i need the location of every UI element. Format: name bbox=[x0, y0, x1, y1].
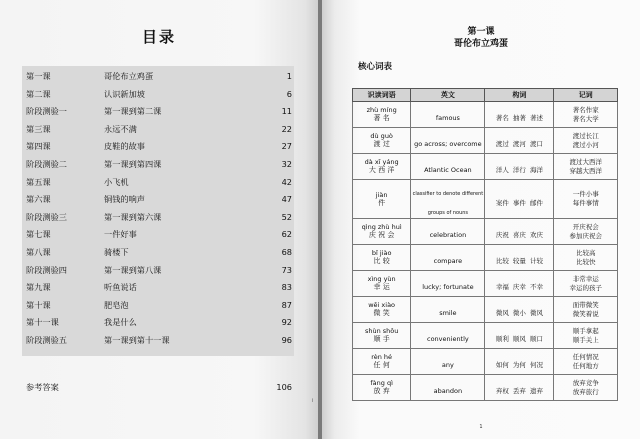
cell-word-formation bbox=[485, 102, 554, 128]
toc-title: 目录 bbox=[141, 28, 176, 46]
hanzi-text: 放 弃 bbox=[373, 387, 390, 395]
col-header-reading: 识读词语 bbox=[353, 89, 411, 102]
cell-memorize bbox=[554, 271, 618, 297]
toc-row-page: 87 bbox=[281, 299, 292, 310]
pinyin-text: dù guò bbox=[370, 132, 393, 140]
lesson-title: 哥伦布立鸡蛋 bbox=[453, 39, 508, 49]
memorize-phrase: 每件事情 bbox=[572, 199, 599, 207]
hanzi-text: 渡 过 bbox=[373, 140, 390, 148]
cell-word-formation bbox=[485, 323, 554, 349]
toc-row-page: 52 bbox=[281, 211, 292, 222]
hanzi-text: 比 较 bbox=[373, 257, 390, 265]
word-formation-text: 幸福 庆幸 不幸 bbox=[495, 283, 543, 291]
word-formation-text: 如何 为何 何况 bbox=[495, 361, 543, 369]
cell-english bbox=[411, 245, 485, 271]
english-text: classifier to denote different groups of nouns bbox=[412, 191, 484, 216]
hanzi-text: 微 笑 bbox=[373, 309, 390, 317]
cell-memorize bbox=[554, 349, 618, 375]
cell-memorize bbox=[554, 323, 618, 349]
english-text: compare bbox=[433, 257, 463, 265]
memorize-phrase: 渡过长江 bbox=[572, 131, 599, 140]
memorize-phrase: 著名作家 bbox=[572, 105, 599, 114]
toc-row-label: 第六课 bbox=[26, 194, 51, 205]
toc-row-title: 第一课到第八课 bbox=[104, 264, 162, 275]
hanzi-text: 大 西 洋 bbox=[368, 166, 395, 174]
memorize-phrase: 渡过大西洋 bbox=[569, 157, 602, 166]
cell-english bbox=[411, 323, 485, 349]
cell-reading bbox=[353, 219, 411, 245]
cell-reading bbox=[353, 128, 411, 154]
toc-row-page: 11 bbox=[281, 106, 292, 117]
toc-row-label: 阶段测验二 bbox=[26, 159, 67, 169]
cell-word-formation bbox=[485, 297, 554, 323]
toc-row-title: 听鱼说话 bbox=[104, 282, 137, 293]
pinyin-text: wēi xiào bbox=[368, 301, 396, 309]
memorize-phrase: 比较快 bbox=[575, 257, 596, 266]
toc-row[interactable] bbox=[22, 333, 294, 347]
word-formation-text: 庆祝 喜庆 欢庆 bbox=[495, 231, 543, 239]
cell-word-formation bbox=[485, 245, 554, 271]
cell-reading bbox=[353, 375, 411, 401]
toc-row[interactable] bbox=[22, 139, 294, 153]
memorize-phrase: 放弃旅行 bbox=[572, 387, 599, 396]
vocab-row bbox=[353, 323, 618, 349]
memorize-phrase: 面带微笑 bbox=[572, 300, 599, 309]
lesson-number: 第一课 bbox=[467, 27, 495, 37]
pinyin-text: dà xī yáng bbox=[364, 158, 399, 166]
word-formation-text: 微风 微小 微风 bbox=[495, 309, 543, 317]
hanzi-text: 顺 手 bbox=[373, 335, 390, 343]
memorize-phrase: 任何情况 bbox=[572, 352, 599, 361]
cell-word-formation bbox=[485, 375, 554, 401]
word-formation-text: 顺利 顺风 顺口 bbox=[495, 335, 543, 343]
toc-row-label: 第八课 bbox=[26, 247, 51, 257]
cell-english bbox=[411, 154, 485, 180]
word-formation-text: 比较 较量 计较 bbox=[495, 257, 543, 265]
toc-row-title: 骑楼下 bbox=[104, 247, 129, 257]
cell-reading bbox=[353, 297, 411, 323]
memorize-phrase: 开庆祝会 bbox=[572, 222, 599, 231]
cell-word-formation bbox=[485, 219, 554, 245]
vocab-row bbox=[353, 245, 618, 271]
vocab-row bbox=[353, 128, 618, 154]
cell-english bbox=[411, 180, 485, 219]
toc-row-title: 永远不满 bbox=[104, 123, 137, 134]
cell-word-formation bbox=[485, 271, 554, 297]
hanzi-text: 庆 祝 会 bbox=[368, 231, 395, 239]
pinyin-text: jiàn bbox=[375, 190, 388, 199]
toc-row-page: 62 bbox=[281, 229, 292, 240]
toc-answers-label: 参考答案 bbox=[26, 382, 59, 392]
toc-row[interactable] bbox=[22, 87, 294, 101]
toc-row[interactable] bbox=[22, 227, 294, 241]
english-text: celebration bbox=[429, 231, 467, 239]
toc-row-title: 小飞机 bbox=[104, 176, 129, 187]
toc-row[interactable] bbox=[22, 263, 294, 277]
word-formation-text: 洋人 洋行 海洋 bbox=[495, 166, 543, 174]
word-formation-text: 著名 抽著 著述 bbox=[495, 114, 543, 122]
toc-row-title: 第一课到第二课 bbox=[104, 106, 162, 117]
toc-answers-page: 106 bbox=[276, 382, 292, 392]
toc-row-page: 92 bbox=[281, 317, 292, 328]
toc-row-page: 32 bbox=[281, 159, 292, 169]
cell-memorize bbox=[554, 219, 618, 245]
vocab-row bbox=[353, 102, 618, 128]
hanzi-text: 著 名 bbox=[373, 114, 390, 122]
col-header-memorize: 记词 bbox=[554, 89, 618, 102]
toc-row[interactable] bbox=[22, 280, 294, 294]
toc-row[interactable] bbox=[22, 315, 294, 329]
toc-row-page: 6 bbox=[286, 88, 292, 99]
cell-word-formation bbox=[485, 154, 554, 180]
toc-row-label: 第十一课 bbox=[26, 317, 59, 328]
toc-row-label: 第一课 bbox=[26, 71, 51, 81]
col-header-english: 英文 bbox=[411, 89, 485, 102]
vocab-table bbox=[352, 88, 618, 401]
toc-row[interactable] bbox=[22, 245, 294, 259]
toc-row[interactable] bbox=[22, 122, 294, 136]
toc-row[interactable] bbox=[22, 298, 294, 312]
english-text: smile bbox=[439, 309, 457, 317]
toc-row-label: 第四课 bbox=[26, 141, 51, 152]
toc-row-label: 第十课 bbox=[26, 299, 51, 310]
toc-row-title: 认识新加坡 bbox=[104, 88, 145, 99]
pinyin-text: fàng qì bbox=[370, 379, 393, 387]
cell-reading bbox=[353, 271, 411, 297]
cell-reading bbox=[353, 102, 411, 128]
cell-english bbox=[411, 349, 485, 375]
cell-memorize bbox=[554, 180, 618, 219]
pinyin-text: zhù míng bbox=[366, 106, 397, 114]
cell-reading bbox=[353, 180, 411, 219]
memorize-phrase: 放弃竞争 bbox=[572, 378, 599, 387]
word-formation-text: 案件 事件 邮件 bbox=[495, 198, 543, 207]
toc-row-label: 第三课 bbox=[26, 123, 51, 134]
toc-row-page: 83 bbox=[281, 282, 292, 293]
toc-row[interactable] bbox=[22, 104, 294, 118]
cell-word-formation bbox=[485, 180, 554, 219]
vocab-row bbox=[353, 375, 618, 401]
cell-reading bbox=[353, 349, 411, 375]
cell-english bbox=[411, 219, 485, 245]
hanzi-text: 幸 运 bbox=[373, 283, 390, 291]
pinyin-text: qìng zhù huì bbox=[361, 223, 402, 231]
toc-row[interactable] bbox=[22, 210, 294, 224]
vocab-row bbox=[353, 271, 618, 297]
toc-row-title: 第一课到第四课 bbox=[104, 159, 162, 169]
memorize-phrase: 非常幸运 bbox=[572, 274, 599, 283]
toc-row-title: 皮鞋的故事 bbox=[104, 141, 145, 152]
left-page-toc bbox=[0, 0, 318, 439]
toc-row-page: 27 bbox=[281, 141, 292, 152]
english-text: any bbox=[441, 361, 454, 369]
cell-reading bbox=[353, 154, 411, 180]
memorize-phrase: 一件小事 bbox=[572, 190, 599, 198]
toc-row-page: 47 bbox=[281, 194, 292, 205]
toc-row-page: 22 bbox=[281, 123, 292, 134]
memorize-phrase: 著名大学 bbox=[572, 114, 599, 123]
toc-row-title: 肥皂泡 bbox=[104, 299, 129, 310]
vocab-header-row bbox=[353, 89, 618, 102]
english-text: go across; overcome bbox=[414, 140, 482, 148]
toc-row[interactable] bbox=[22, 157, 294, 171]
toc-row-title: 我是什么 bbox=[104, 317, 137, 328]
col-header-word-formation: 构词 bbox=[485, 89, 554, 102]
cell-english bbox=[411, 271, 485, 297]
toc-row-title: 第一课到第十一课 bbox=[104, 335, 170, 345]
cell-word-formation bbox=[485, 128, 554, 154]
toc-row-label: 第二课 bbox=[26, 88, 51, 99]
toc-row-page: 1 bbox=[286, 71, 292, 81]
cell-memorize bbox=[554, 297, 618, 323]
toc-row-title: 铜钱的响声 bbox=[104, 194, 145, 205]
vocab-row bbox=[353, 219, 618, 245]
memorize-phrase: 微笑着说 bbox=[572, 309, 599, 318]
toc-row-label: 阶段测验三 bbox=[26, 211, 67, 222]
lesson-heading bbox=[322, 26, 640, 50]
pinyin-text: shùn shǒu bbox=[364, 327, 399, 335]
toc-row[interactable] bbox=[22, 175, 294, 189]
cell-reading bbox=[353, 323, 411, 349]
english-text: conveniently bbox=[427, 335, 469, 343]
english-text: abandon bbox=[433, 387, 463, 395]
vocab-row bbox=[353, 297, 618, 323]
toc-row-page: 73 bbox=[281, 264, 292, 275]
toc-row-label: 阶段测验四 bbox=[26, 264, 67, 275]
cell-english bbox=[411, 102, 485, 128]
pinyin-text: xìng yùn bbox=[367, 275, 396, 283]
cell-memorize bbox=[554, 154, 618, 180]
pinyin-text: rèn hé bbox=[371, 353, 393, 361]
toc-row-label: 阶段测验一 bbox=[26, 106, 67, 117]
right-page-lesson bbox=[322, 0, 640, 439]
memorize-phrase: 幸运的孩子 bbox=[569, 283, 602, 292]
page-number: 1 bbox=[479, 424, 483, 430]
english-text: Atlantic Ocean bbox=[424, 166, 472, 174]
toc-row-title: 一件好事 bbox=[104, 229, 137, 240]
vocab-row bbox=[353, 154, 618, 180]
word-formation-text: 渡过 渡河 渡口 bbox=[495, 140, 543, 148]
hanzi-text: 任 何 bbox=[373, 361, 390, 369]
word-formation-text: 弃权 丢弃 遗弃 bbox=[495, 387, 543, 395]
page-edge-mark: i bbox=[312, 398, 314, 404]
toc-row[interactable] bbox=[22, 69, 294, 83]
toc-row-page: 68 bbox=[281, 247, 292, 257]
toc-answers-row[interactable] bbox=[22, 380, 294, 394]
cell-memorize bbox=[554, 128, 618, 154]
cell-memorize bbox=[554, 375, 618, 401]
cell-english bbox=[411, 375, 485, 401]
english-text: famous bbox=[435, 114, 460, 122]
toc-row-label: 第五课 bbox=[26, 176, 51, 187]
cell-word-formation bbox=[485, 349, 554, 375]
memorize-phrase: 顺手关上 bbox=[572, 335, 599, 344]
toc-row-page: 96 bbox=[281, 335, 292, 345]
toc-row-page: 42 bbox=[281, 176, 292, 187]
cell-memorize bbox=[554, 245, 618, 271]
toc-row-label: 第九课 bbox=[26, 282, 51, 293]
english-text: lucky; fortunate bbox=[422, 283, 474, 291]
memorize-phrase: 顺手拿起 bbox=[572, 326, 599, 335]
pinyin-text: bǐ jiào bbox=[371, 249, 392, 257]
cell-memorize bbox=[554, 102, 618, 128]
section-title: 核心词表 bbox=[358, 62, 393, 72]
cell-english bbox=[411, 297, 485, 323]
toc-row[interactable] bbox=[22, 192, 294, 206]
cell-english bbox=[411, 128, 485, 154]
vocab-row bbox=[353, 180, 618, 219]
cell-reading bbox=[353, 245, 411, 271]
toc-row-label: 第七课 bbox=[26, 229, 51, 240]
memorize-phrase: 渡过小河 bbox=[572, 140, 599, 149]
memorize-phrase: 任何地方 bbox=[572, 361, 599, 370]
toc-row-label: 阶段测验五 bbox=[26, 335, 67, 345]
memorize-phrase: 比较高 bbox=[575, 248, 596, 257]
memorize-phrase: 参加庆祝会 bbox=[569, 231, 602, 240]
hanzi-text: 件 bbox=[378, 198, 386, 207]
memorize-phrase: 穿越大西洋 bbox=[569, 166, 602, 175]
vocab-row bbox=[353, 349, 618, 375]
toc-row-title: 哥伦布立鸡蛋 bbox=[104, 71, 154, 81]
toc-row-title: 第一课到第六课 bbox=[104, 211, 162, 222]
